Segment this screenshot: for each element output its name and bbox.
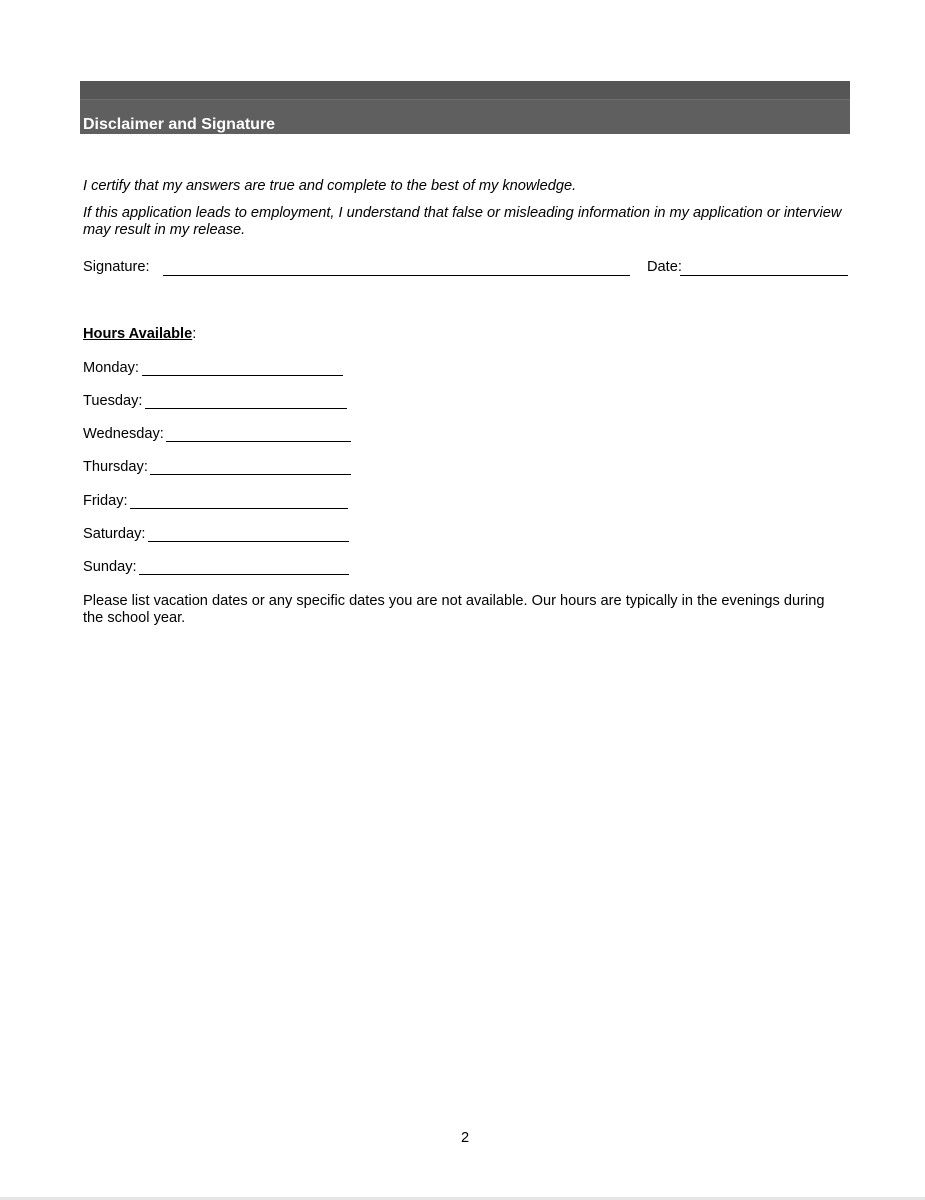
day-label-friday: Friday: bbox=[83, 493, 128, 509]
saturday-hours-field[interactable] bbox=[148, 541, 349, 542]
date-field[interactable] bbox=[680, 275, 848, 276]
tuesday-hours-field[interactable] bbox=[145, 408, 347, 409]
day-row-sunday bbox=[83, 559, 383, 579]
day-row-wednesday bbox=[83, 426, 383, 446]
vacation-note: Please list vacation dates or any specific dates you are not available. Our hours are typically in the evenings during the school year. bbox=[83, 593, 825, 626]
friday-hours-field[interactable] bbox=[130, 508, 348, 509]
signature-field[interactable] bbox=[163, 275, 630, 276]
monday-hours-field[interactable] bbox=[142, 375, 343, 376]
day-label-wednesday: Wednesday: bbox=[83, 426, 164, 442]
signature-row bbox=[83, 259, 848, 279]
page-number: 2 bbox=[460, 1130, 470, 1146]
day-row-monday bbox=[83, 360, 383, 380]
day-row-saturday bbox=[83, 526, 383, 546]
day-label-tuesday: Tuesday: bbox=[83, 393, 143, 409]
hours-available-title: Hours Available bbox=[83, 326, 193, 342]
day-row-tuesday bbox=[83, 393, 383, 413]
section-header bbox=[80, 81, 850, 134]
section-header-band bbox=[80, 81, 850, 100]
date-label: Date: bbox=[647, 259, 682, 275]
sunday-hours-field[interactable] bbox=[139, 574, 349, 575]
thursday-hours-field[interactable] bbox=[150, 474, 351, 475]
section-title: Disclaimer and Signature bbox=[83, 116, 276, 133]
day-label-monday: Monday: bbox=[83, 360, 139, 376]
employment-disclaimer: If this application leads to employment, I understand that false or misleading information in my application or interview may result in my release. bbox=[83, 205, 842, 238]
signature-label: Signature: bbox=[83, 259, 150, 275]
hours-available-heading bbox=[83, 326, 196, 343]
day-row-friday bbox=[83, 493, 383, 513]
hours-available-colon: : bbox=[192, 326, 197, 342]
wednesday-hours-field[interactable] bbox=[166, 441, 351, 442]
day-row-thursday bbox=[83, 459, 383, 479]
certification-statement: I certify that my answers are true and complete to the best of my knowledge. bbox=[83, 178, 577, 194]
day-label-saturday: Saturday: bbox=[83, 526, 146, 542]
day-label-thursday: Thursday: bbox=[83, 459, 148, 475]
day-label-sunday: Sunday: bbox=[83, 559, 137, 575]
